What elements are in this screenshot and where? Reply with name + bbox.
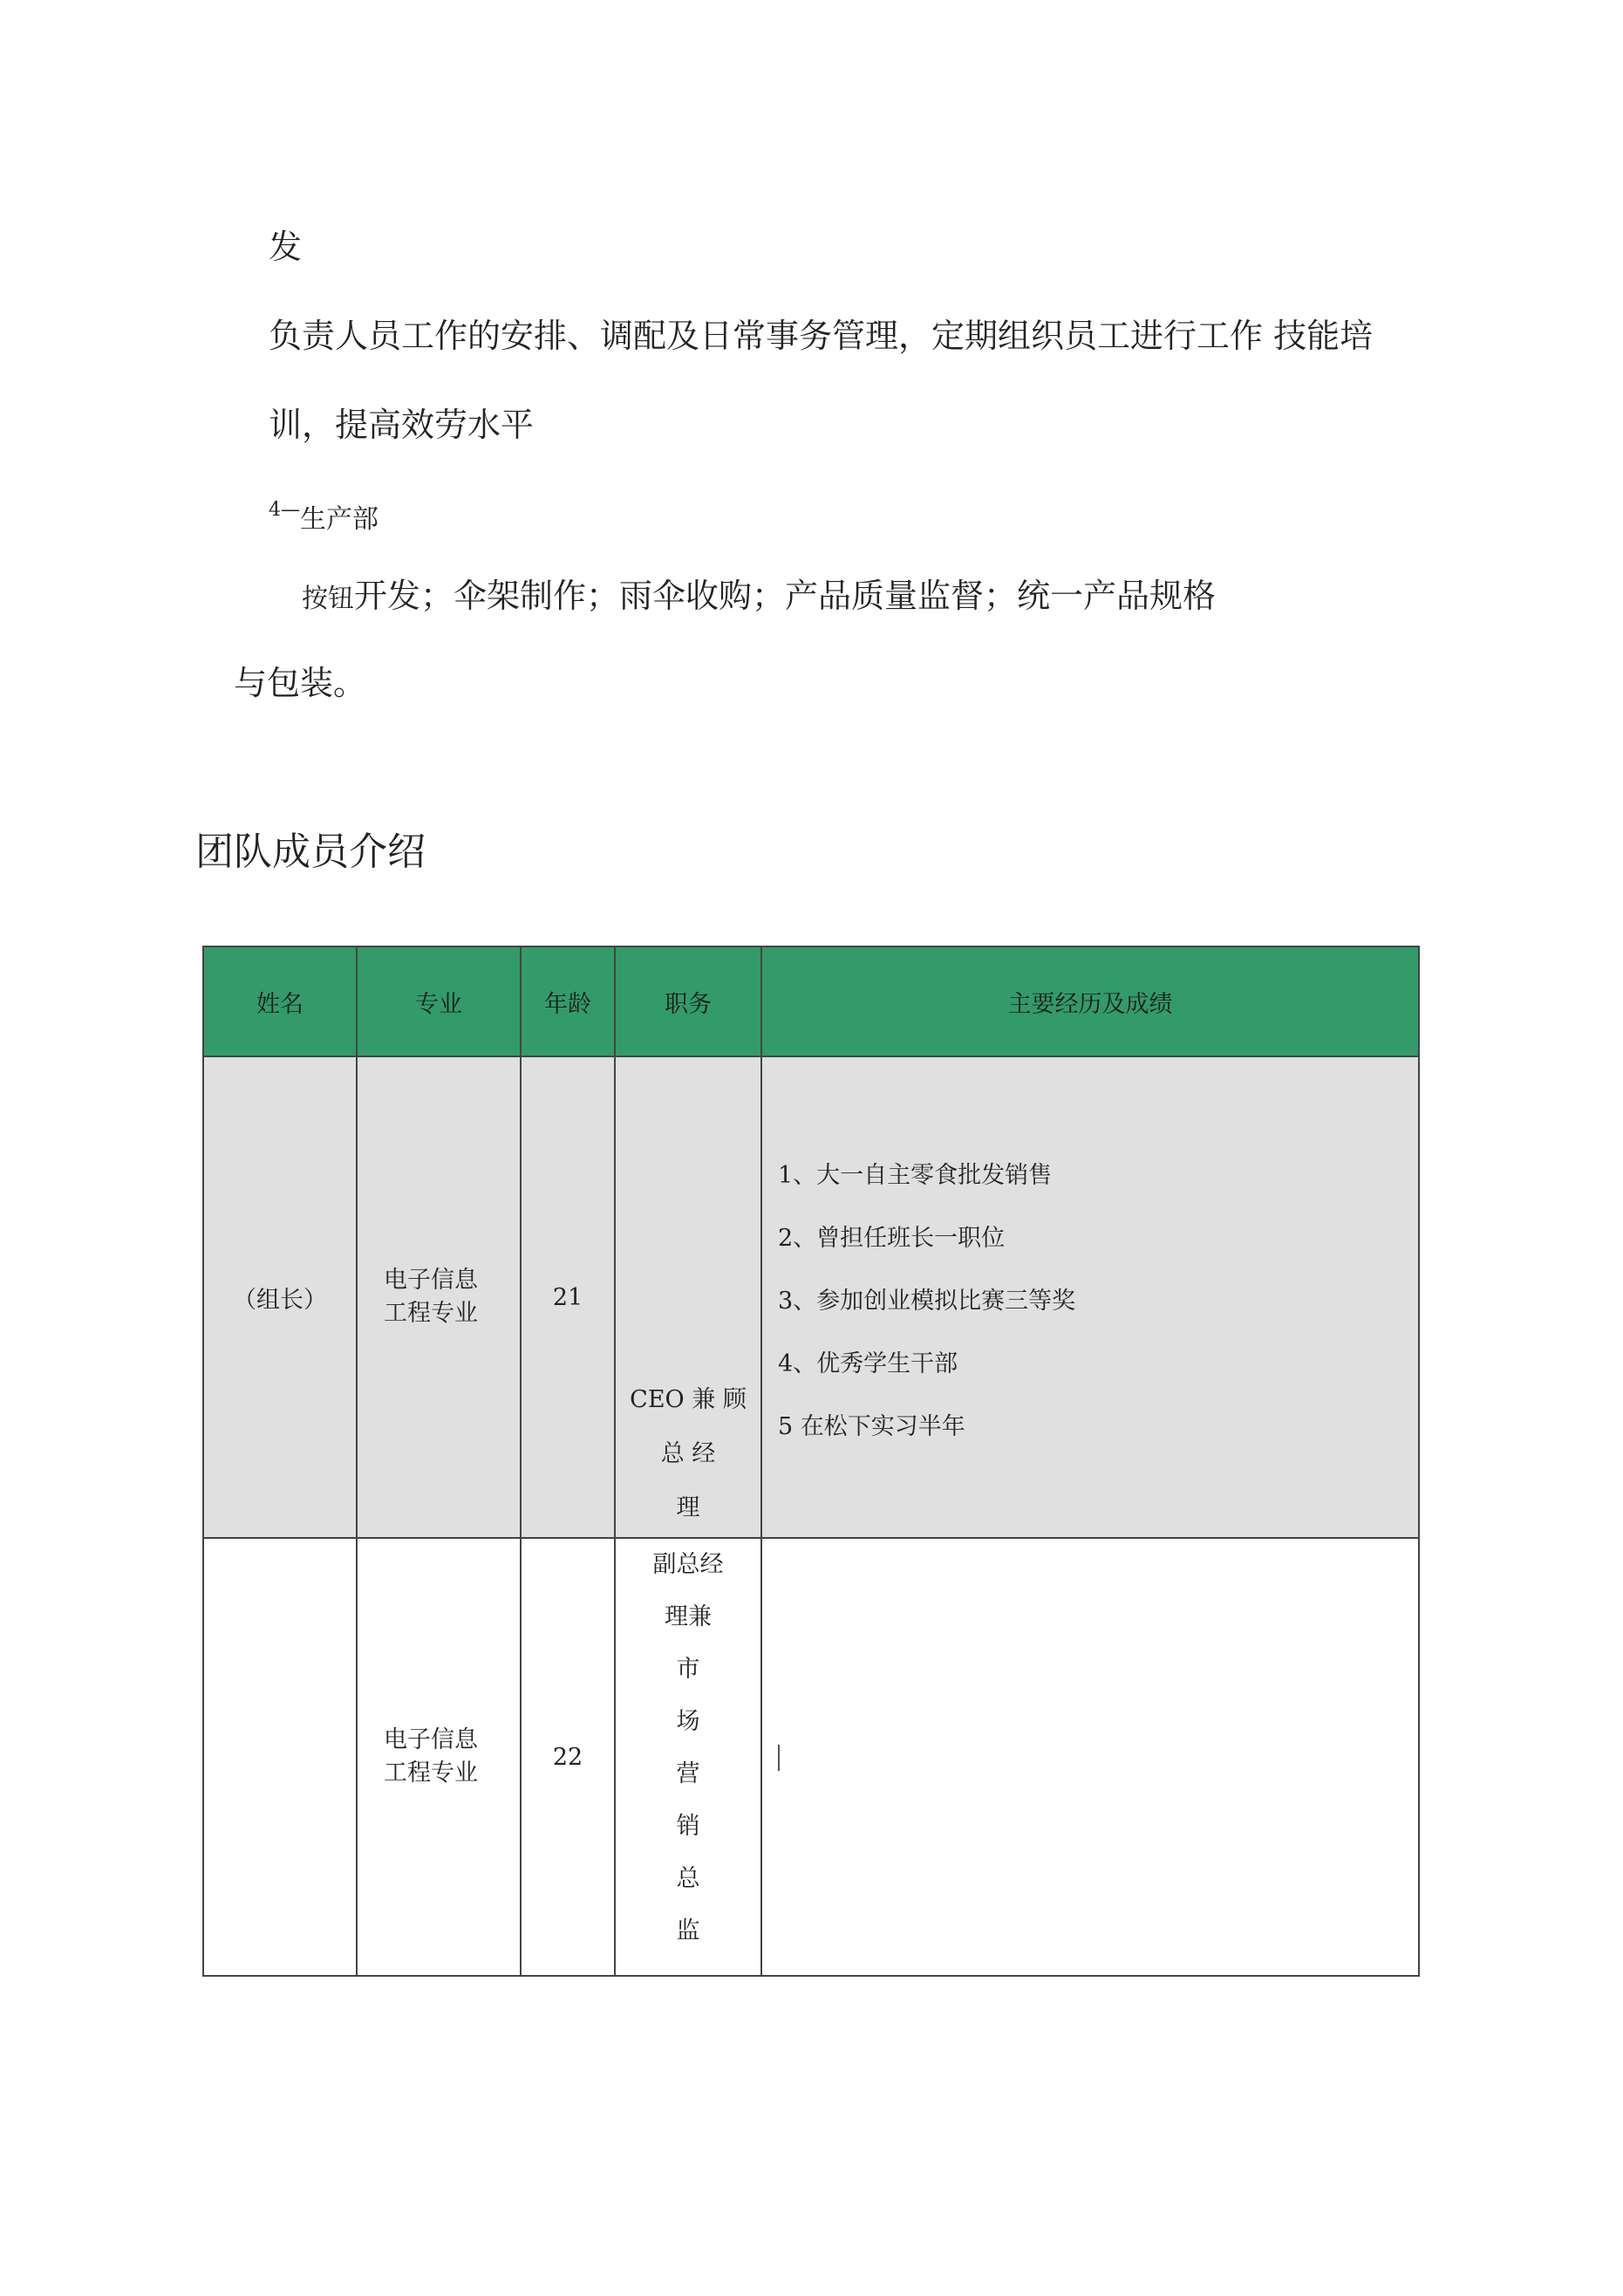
position-cell: CEO 兼 顾 总 经 理 [615,1056,761,1538]
heading-number: 4— [269,499,300,521]
text-line-5: 按钮开发；伞架制作；雨伞收购；产品质量监督；统一产品规格 [302,577,1217,615]
team-table [202,946,1420,1977]
table-row [203,1538,1419,1976]
team-section-title: 团队成员介绍 [195,830,426,874]
table-header-cell: 年龄 [521,946,615,1056]
text-line-6: 与包装。 [234,664,367,702]
text-line-1: 发 [269,228,303,266]
age-cell: 21 [521,1056,615,1538]
major-cell: 电子信息 工程专业 [357,1056,521,1538]
name-cell [203,1538,357,1976]
experience-item: 4、优秀学生干部 [778,1350,958,1377]
text-line-2: 负责人员工作的安排、调配及日常事务管理，定期组织员工进行工作 技能培 [269,317,1374,355]
major-cell: 电子信息 工程专业 [357,1538,521,1976]
table-header-cell: 主要经历及成绩 [761,946,1419,1056]
text-line-3: 训，提高效劳水平 [269,406,535,444]
name-cell: （组长） [203,1056,357,1538]
experience-cell [761,1056,1419,1538]
experience-item: 2、曾担任班长一职位 [778,1225,1006,1252]
experience-item: 5 在松下实习半年 [778,1413,965,1440]
experience-cell [761,1538,1419,1976]
table-header-cell: 职务 [615,946,761,1056]
table-header-cell: 专业 [357,946,521,1056]
table-header-cell: 姓名 [203,946,357,1056]
production-dept-heading: $^{4—}$生产部 [269,499,378,535]
experience-item: 3、参加创业模拟比赛三等奖 [778,1288,1076,1315]
table-row [203,1056,1419,1538]
position-cell: 副总经 理兼 市 场 营 销 总 监 [615,1538,761,1976]
age-cell: 22 [521,1538,615,1976]
cursor-mark [778,1745,780,1771]
experience-item: 1、大一自主零食批发销售 [778,1162,1053,1189]
